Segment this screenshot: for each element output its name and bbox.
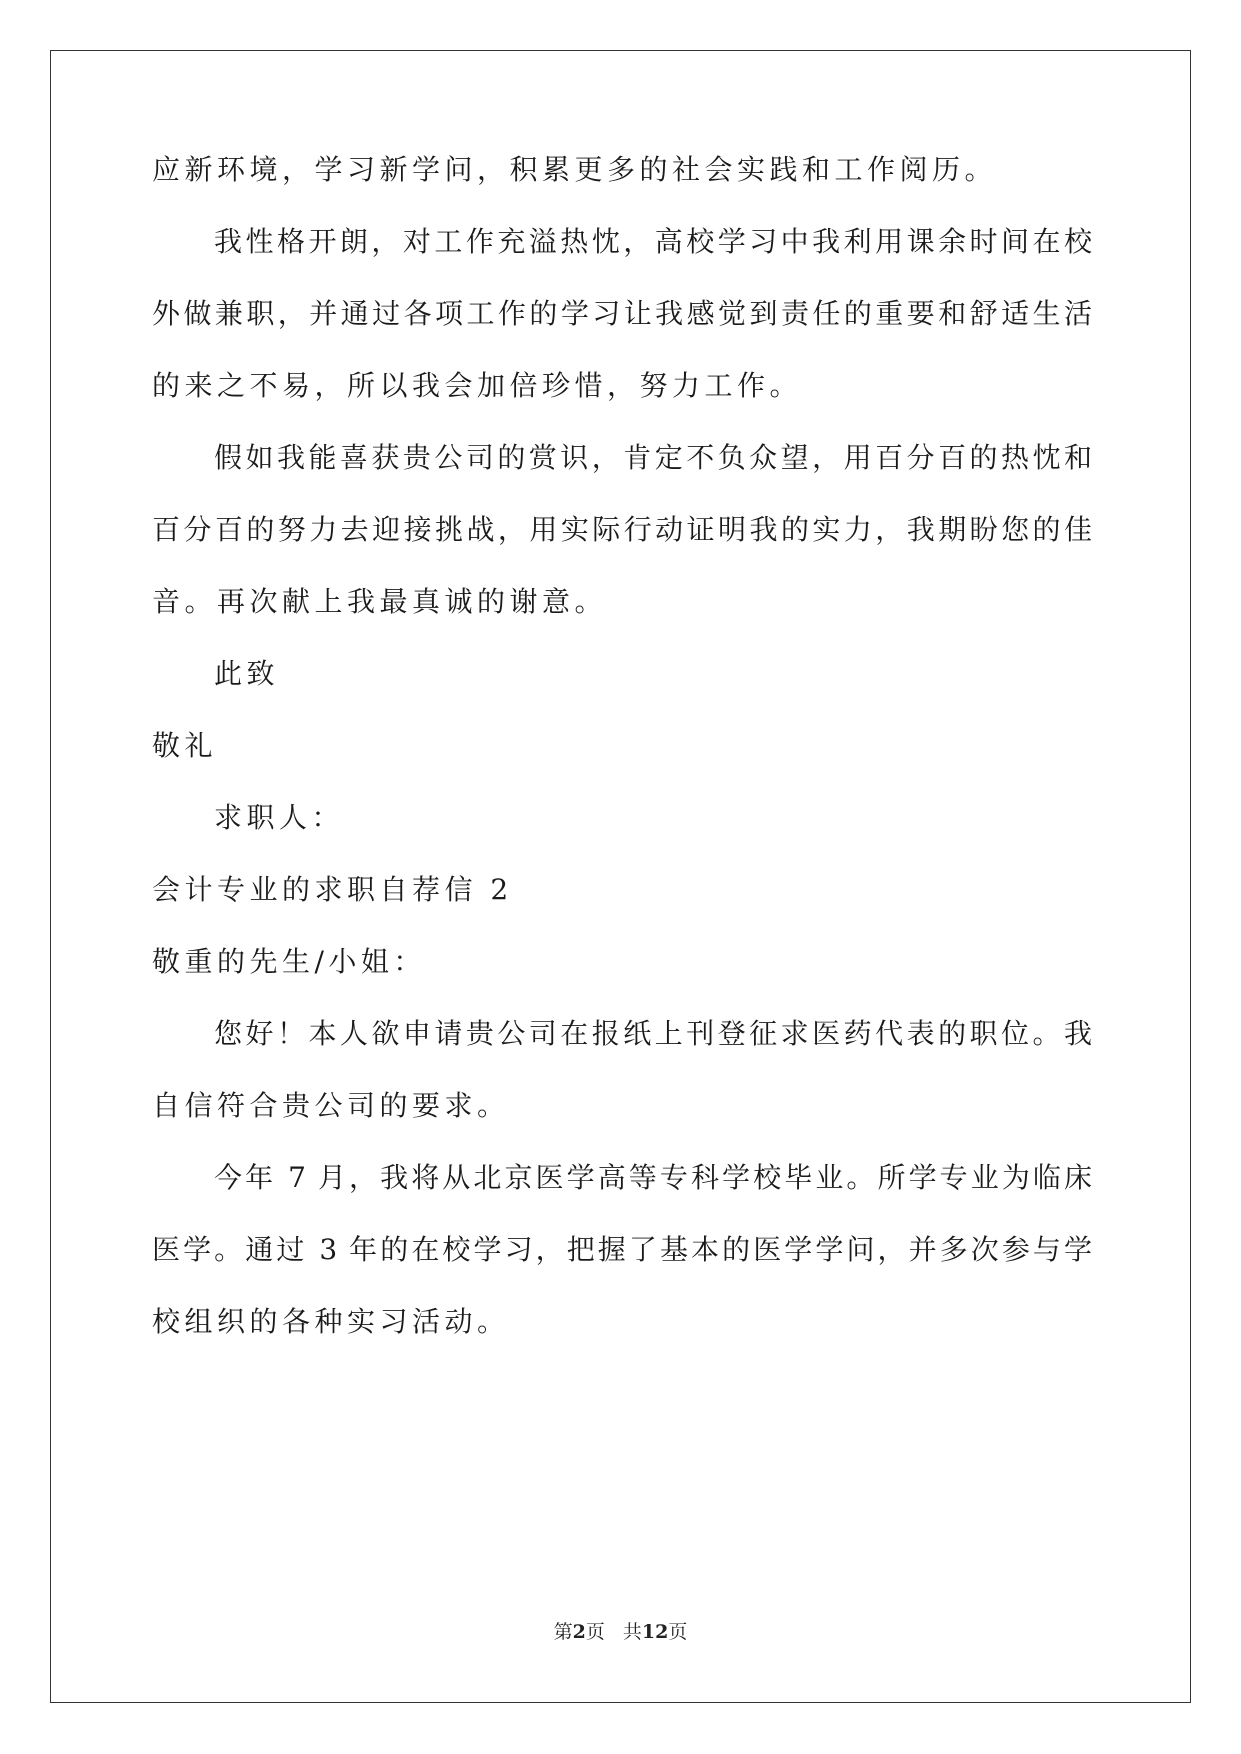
page-footer [0, 1620, 1241, 1644]
text-line: 的来之不易，所以我会加倍珍惜，努力工作。 [152, 369, 803, 402]
text-line: 校组织的各种实习活动。 [152, 1305, 510, 1338]
applicant-signature-label: 求职人： [214, 801, 345, 834]
text-line: 音。再次献上我最真诚的谢意。 [152, 585, 608, 618]
page-suffix: 页 [585, 1621, 605, 1643]
page-number: 2 [572, 1621, 586, 1643]
text-line: 假如我能喜获贵公司的赏识，肯定不负众望，用百分百的热忱和 [214, 441, 1092, 474]
text-line: 应新环境，学习新学问，积累更多的社会实践和工作阅历。 [152, 153, 998, 186]
text-line: 今年 7 月，我将从北京医学高等专科学校毕业。所学专业为临床 [214, 1161, 1092, 1194]
section-title: 会计专业的求职自荐信 2 [152, 873, 513, 906]
total-suffix: 页 [668, 1621, 688, 1643]
text-line: 您好！本人欲申请贵公司在报纸上刊登征求医药代表的职位。我 [214, 1017, 1092, 1050]
text-line: 医学。通过 3 年的在校学习，把握了基本的医学学问，并多次参与学 [152, 1233, 1092, 1266]
text-line: 我性格开朗，对工作充溢热忱，高校学习中我利用课余时间在校 [214, 225, 1092, 258]
text-line: 自信符合贵公司的要求。 [152, 1089, 510, 1122]
total-pages: 12 [641, 1621, 669, 1643]
greeting: 敬重的先生/小姐： [152, 945, 426, 978]
closing-regards: 敬礼 [152, 729, 218, 762]
closing-salutation: 此致 [214, 657, 280, 690]
page-prefix: 第 [553, 1621, 573, 1643]
total-prefix: 共 [622, 1621, 642, 1643]
text-line: 外做兼职，并通过各项工作的学习让我感觉到责任的重要和舒适生活 [152, 297, 1092, 330]
text-line: 百分百的努力去迎接挑战，用实际行动证明我的实力，我期盼您的佳 [152, 513, 1092, 546]
